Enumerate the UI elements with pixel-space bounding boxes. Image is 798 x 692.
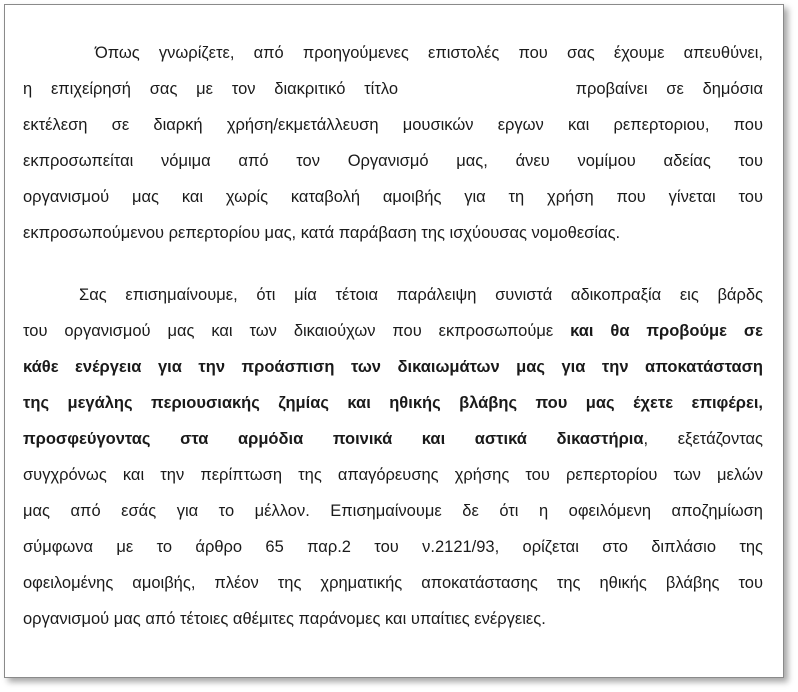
text-line: εκτέλεση σε διαρκή χρήση/εκμετάλλευση μουσικών εργων και ρεπερτοριου, που [23,116,763,134]
bold-text: και θα προβούμε σε [570,322,763,340]
text-line [23,313,763,349]
bold-text: της μεγάλης περιουσιακής ζημίας και ηθικής βλάβης που μας έχετε επιφέρει, [23,394,763,412]
bold-text: κάθε ενέργεια για την προάσπιση των δικαιωμάτων μας για την αποκατάσταση [23,358,763,376]
paragraph-1 [23,35,763,251]
text-line: σύμφωνα με το άρθρο 65 παρ.2 του ν.2121/93, ορίζεται στο διπλάσιο της [23,538,763,556]
text-line [23,421,763,457]
paragraph-2 [23,277,763,637]
text-line: Όπως γνωρίζετε, από προηγούμενες επιστολές που σας έχουμε απευθύνει, [95,44,763,62]
text-line [23,349,763,385]
text-fragment: η επιχείρησή σας με τον διακριτικό τίτλο [23,80,399,98]
text-line [23,385,763,421]
text-fragment: , εξετάζοντας [643,430,763,448]
text-line: Σας επισημαίνουμε, ότι μία τέτοια παράλειψη συνιστά αδικοπραξία εις βάρδς [79,286,763,304]
letter-body [23,35,763,637]
text-fragment: προβαίνει σε δημόσια [575,80,763,98]
text-line [23,71,763,107]
text-line: μας από εσάς για το μέλλον. Επισημαίνουμε δε ότι η οφειλόμενη αποζημίωση [23,502,763,520]
bold-text: προσφεύγοντας στα αρμόδια ποινικά και αστικά δικαστήρια [23,430,644,448]
text-line: οργανισμού μας από τέτοιες αθέμιτες παράνομες και υπαίτιες ενέργειες. [23,610,546,628]
text-line: εκπροσωπείται νόμιμα από τον Οργανισμό μας, άνευ νομίμου αδείας του [23,152,763,170]
text-fragment: του οργανισμού μας και των δικαιούχων που εκπροσωπούμε [23,322,571,340]
text-line: συγχρόνως και την περίπτωση της απαγόρευσης χρήσης του ρεπερτορίου των μελών [23,466,763,484]
text-line: εκπροσωπούμενου ρεπερτορίου μας, κατά παράβαση της ισχύουσας νομοθεσίας. [23,224,621,242]
text-line: οφειλομένης αμοιβής, πλέον της χρηματικής αποκατάστασης της ηθικής βλάβης του [23,574,763,592]
document-frame [4,4,784,678]
text-line: οργανισμού μας και χωρίς καταβολή αμοιβής για τη χρήση που γίνεται του [23,188,763,206]
